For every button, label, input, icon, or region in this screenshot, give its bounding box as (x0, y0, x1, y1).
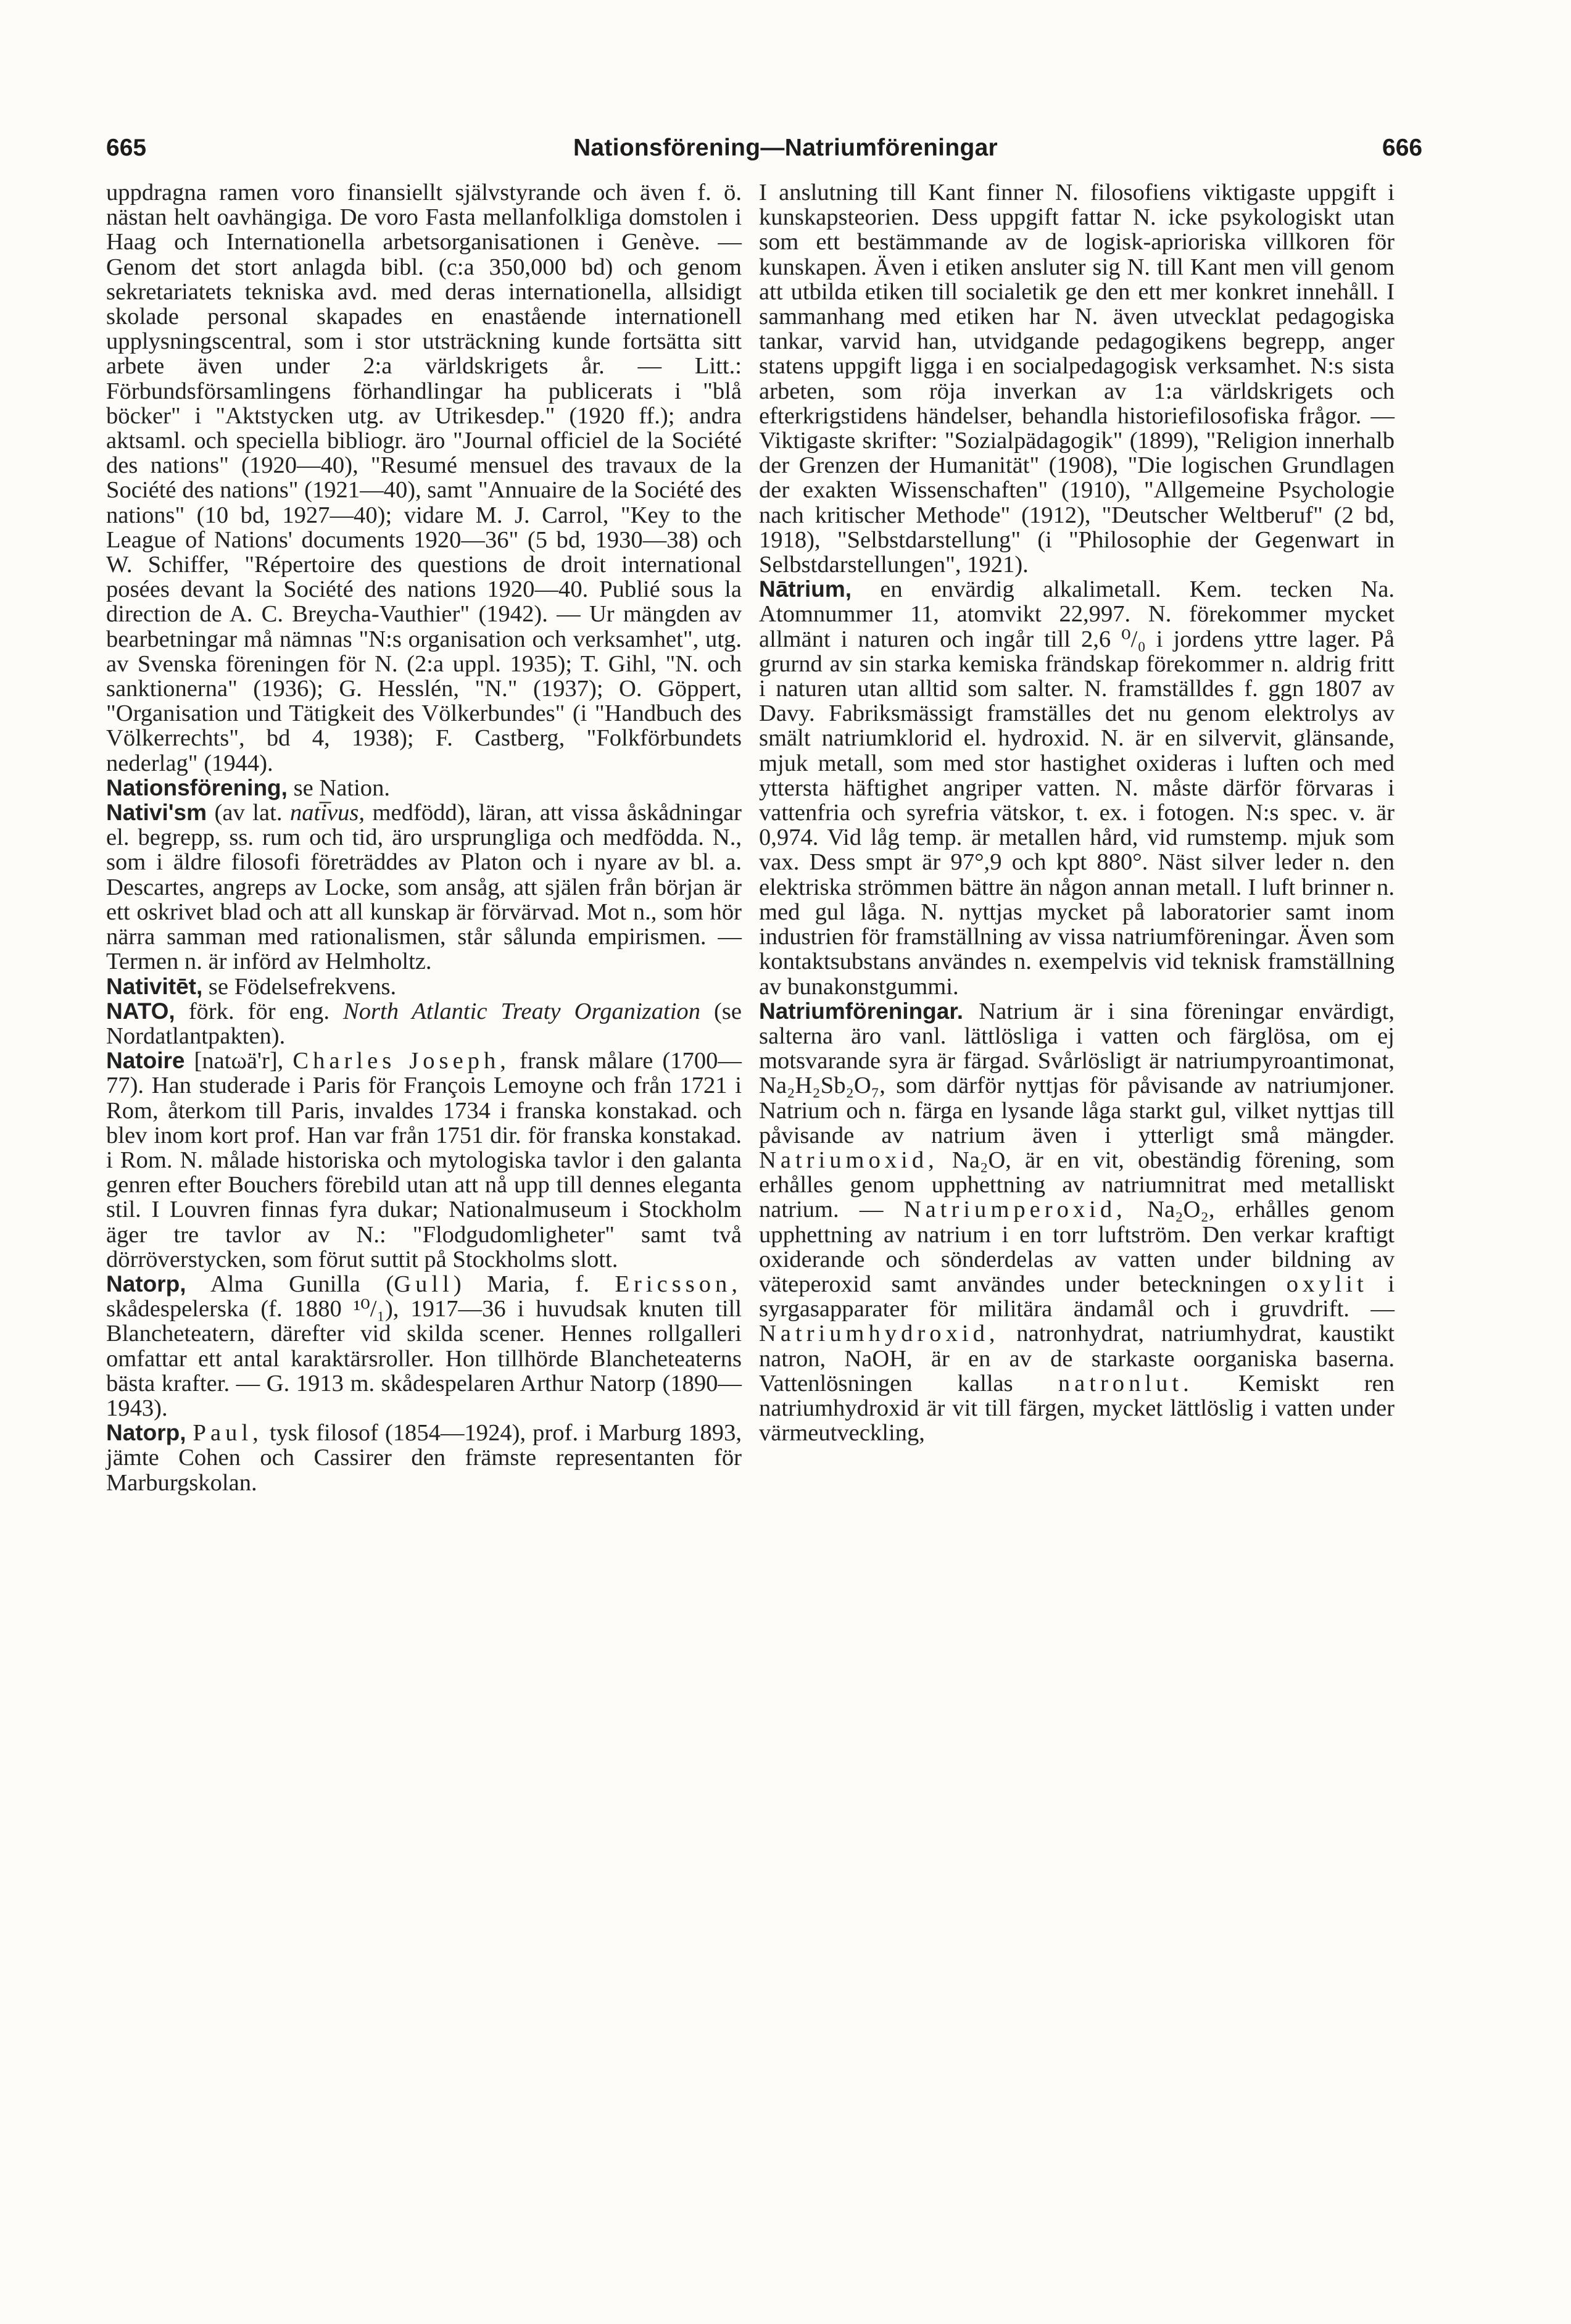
headword: NATO, (106, 998, 175, 1024)
entry-text: ) Maria, f. (453, 1271, 615, 1297)
left-column (106, 180, 742, 1495)
spaced-term: natronlut. (1058, 1370, 1193, 1396)
headword: Natoire (106, 1048, 185, 1074)
entry-natorp-alma (106, 1272, 742, 1421)
headword: Nātrium, (759, 576, 852, 602)
entry-text: i syrgasapparater för militära ändamål och i gruvdrift. — (759, 1271, 1395, 1322)
spaced-term: Natriumperoxid, (903, 1197, 1127, 1223)
continued-paragraph: uppdragna ramen voro finansiellt självstyrande och även f. ö. nästan helt oavhängiga. De voro Fasta mellanfolkliga domstolen i Haag och Internationella arbetsorganisationen i Genève. — Genom det stort anlagda bibl. (c:a 350,000 bd) och genom sekretariatets tekniska avd. med deras internationella, allsidigt skolade personal skapades en enastående internationell upplysningscentral, som i stor utsträckning kunde fortsätta sitt arbete även under 2:a världskrigets år. — Litt.: Förbundsförsamlingens förhandlingar ha publicerats i "blå böcker" i "Aktstycken utg. av Utrikesdep." (1920 ff.); andra aktsaml. och speciella bibliogr. äro "Journal officiel de la Société des nations" (1920—40), "Resumé mensuel des travaux de la Société des nations" (1921—40), samt "Annuaire de la Société des nations" (10 bd, 1927—40); vidare M. J. Carrol, "Key to the League of Nations' documents 1920—36" (5 bd, 1930—38) och W. Schiffer, "Répertoire des questions de droit international posées devant la Société des nations 1920—40. Publié sous la direction de A. C. Breycha-Vauthier" (1942). — Ur mängden av bearbetningar må nämnas "N:s organisation och verksamhet", utg. av Svenska föreningen för N. (2:a uppl. 1935); T. Gihl, "N. och sanktionerna" (1936); G. Hesslén, "N." (1937); O. Göppert, "Organisation und Tätigkeit des Völkerbundes" (i "Handbuch des Völkerrechts", bd 4, 1938); F. Castberg, "Folkförbundets nederlag" (1944). (106, 180, 742, 776)
italic-term: North Atlantic Treaty Organization (342, 998, 700, 1024)
headword: Natorp, (106, 1271, 186, 1297)
entry-text: en envärdig alkalimetall. Kem. tecken Na. Atomnummer 11, atomvikt 22,997. N. förekommer mycket allmänt i naturen och ingår till 2,6 ⁰/₀ i jordens yttre lager. På grurnd av sin starka kemiska frändskap förekommer n. aldrig fritt i naturen utan alltid som salter. N. framställdes f. ggn 1807 av Davy. Fabriksmässigt framställes det nu genom elektrolys av smält natriumklorid el. hydroxid. N. är en silvervit, glänsande, mjuk metall, som med stor hastighet oxideras i luften och med yttersta häftighet angriper vatten. N. måste därför förvaras i vattenfria och syrefria vätskor, t. ex. i fotogen. N:s spec. v. är 0,974. Vid låg temp. är metallen hård, vid rumstemp. mjuk som vax. Dess smpt är 97°,9 och kpt 880°. Näst silver leder n. den elektriska strömmen bättre än någon annan metall. I luft brinner n. med gul låga. N. nyttjas mycket på laboratorier samt inom industrien för framställning av vissa natriumföreningar. Även som kontaktsubstans användes n. exempelvis vid teknisk framställning av bunakonstgummi. (759, 576, 1395, 1000)
entry-text: (se Nordatlantpakten). (106, 998, 742, 1049)
entry-text: Natrium är i sina föreningar envärdigt, salterna äro vanl. lättlösliga i vatten och färglösa, om ej motsvarande syra är färgad. Svårlösligt är natriumpyroantimonat, Na₂H₂Sb₂O₇, som därför nyttjas för påvisande av natriumjoner. Natrium och n. färga en lysande låga starkt gul, vilket nyttjas till påvisande av natrium även i ytterligt små mängder. (759, 998, 1395, 1148)
entry-text: fransk målare (1700—77). Han studerade i Paris för François Lemoyne och från 1721 i Rom, återkom till Paris, invaldes 1734 i franska konstakad. och blev inom kort prof. Han var från 1751 dir. för franska konstakad. i Rom. N. målade historiska och mytologiska tavlor i den galanta genren efter Bouchers förebild utan att nå upp till dennes eleganta stil. I Louvren finnas fyra dukar; Nationalmuseum i Stockholm äger tre tavlor av N.: "Flodgudomligheter" samt två dörröverstycken, som förut suttit på Stockholms slott. (106, 1048, 742, 1272)
entry-text: Na₂O₂, erhålles genom upphettning av natrium i en torr luftström. Den verkar kraftigt oxiderande och sönderdelas av vatten under bildning av väteperoxid samt användes under beteckningen (759, 1197, 1395, 1297)
headword: Nativi'sm (106, 800, 207, 826)
entry-natoire (106, 1048, 742, 1272)
entry-natorp-paul (106, 1421, 742, 1495)
spaced-name: Ericsson, (615, 1271, 742, 1297)
entry-text: se Nation. (287, 774, 391, 801)
entry-text: natronhydrat, natriumhydrat, kaustikt natron, NaOH, är en av de starkaste oorganiska baserna. Vattenlösningen kallas (759, 1321, 1395, 1396)
spaced-term: Natriumhydroxid, (759, 1321, 1000, 1347)
headword: Nativitēt, (106, 973, 203, 999)
entry-text: Kemiskt ren natriumhydroxid är vit till färgen, mycket lättlöslig i vatten under värmeutveckling, (759, 1370, 1395, 1446)
italic-term: nati̅vus, (289, 800, 365, 826)
entry-nationsforening (106, 776, 742, 800)
entry-text: tysk filosof (1854—1924), prof. i Marburg 1893, jämte Cohen och Cassirer den främste representanten för Marburgskolan. (106, 1420, 742, 1496)
spaced-name: Paul, (193, 1420, 263, 1446)
entry-text: Na₂O, är en vit, obeständig förening, som erhålles genom upphettning av natriumnitrat med metalliskt natrium. — (759, 1147, 1395, 1223)
entry-text: skådespelerska (f. 1880 ¹⁰/₁), 1917—36 i huvudsak knuten till Blancheteatern, därefter vid skilda scener. Hennes rollgalleri omfattar ett antal karaktärsroller. Hon tillhörde Blancheteaterns bästa krafter. — G. 1913 m. skådespelaren Arthur Natorp (1890—1943). (106, 1296, 742, 1421)
headword: Natriumföreningar. (759, 998, 963, 1024)
entry-natrium (759, 577, 1395, 998)
entry-text: (av lat. (207, 800, 290, 826)
headword: Natorp, (106, 1420, 186, 1446)
continued-paragraph: I anslutning till Kant finner N. filosofiens viktigaste uppgift i kunskapsteorien. Dess uppgift fattar N. icke psykologiskt utan som ett bestämmande av de logisk-aprioriska villkoren för kunskapen. Även i etiken ansluter sig N. till Kant men vill genom att utbilda etiken till socialetik ge den ett mer konkret innehåll. I sammanhang med etiken har N. även utvecklat pedagogiska tankar, varvid han, utvidgande pedagogikens begrepp, anger statens uppgift ligga i en socialpedagogisk verksamhet. N:s sista arbeten, som röja inverkan av 1:a världskrigets och efterkrigstidens händelser, behandla historiefilosofiska frågor. — Viktigaste skrifter: "Sozialpädagogik" (1899), "Religion innerhalb der Grenzen der Humanität" (1908), "Die logischen Grundlagen der exakten Wissenschaften" (1910), "Allgemeine Psychologie nach kritischer Methode" (1912), "Deutscher Weltberuf" (2 bd, 1918), "Selbstdarstellung" (i "Philosophie der Gegenwart in Selbstdarstellungen", 1921). (759, 180, 1395, 578)
entry-text: [natωä'r], (184, 1048, 293, 1074)
entry-text: medfödd), läran, att vissa åskådningar el. begrepp, ss. rum och tid, äro ursprungliga och medfödda. N., som i äldre filosofi företräddes av Platon och i nyare av bl. a. Descartes, angreps av Locke, som ansåg, att själen från början är ett oskrivet blad och att all kunskap är förvärvad. Mot n., som hör närra samman med rationalismen, står sålunda empirismen. — Termen n. är införd av Helmholtz. (106, 800, 742, 975)
entry-nato (106, 999, 742, 1048)
headword: Nationsförening, (106, 774, 288, 800)
spaced-name: Charles Joseph, (292, 1048, 510, 1074)
entry-natriumforeningar (759, 999, 1395, 1446)
spaced-name: Gull (394, 1271, 454, 1297)
page-number-right: 666 (1382, 135, 1423, 161)
entry-text: se Födelsefrekvens. (202, 973, 397, 1000)
entry-text: Alma Gunilla ( (186, 1271, 394, 1297)
spaced-term: Natriumoxid, (759, 1147, 939, 1173)
entry-text: förk. för eng. (175, 998, 343, 1024)
spaced-term: oxylit (1286, 1271, 1368, 1297)
entry-nativitet (106, 974, 742, 999)
running-header (0, 135, 1571, 165)
page-number-left: 665 (106, 135, 147, 161)
entry-nativism (106, 800, 742, 974)
right-column (759, 180, 1395, 1445)
running-title: Nationsförening—Natriumföreningar (573, 135, 998, 161)
